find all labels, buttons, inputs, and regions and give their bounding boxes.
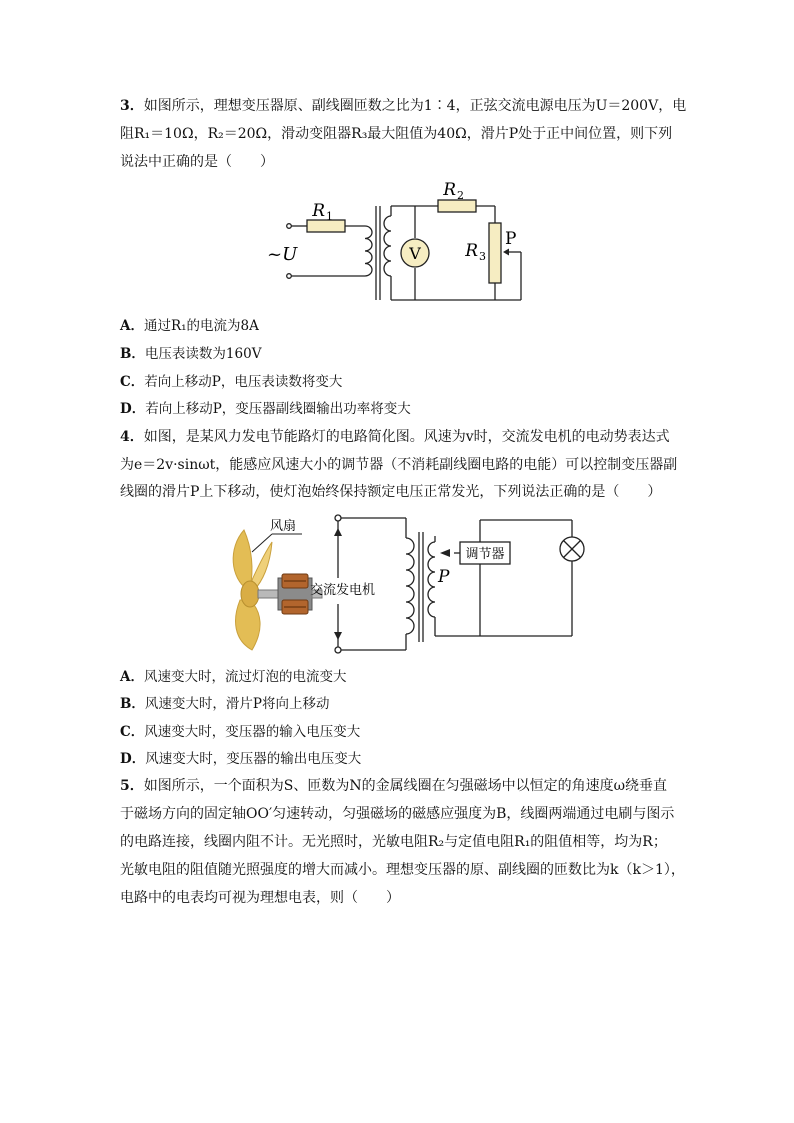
- q4-option-a: A．风速变大时，流过灯泡的电流变大: [120, 669, 347, 685]
- slider-p-label: P: [438, 567, 450, 587]
- q4-number: 4．: [120, 429, 144, 445]
- voltmeter-label: V: [409, 244, 421, 263]
- q3-option-b: B．电压表读数为160V: [120, 346, 262, 362]
- q4-option-b: B．风速变大时，滑片P将向上移动: [120, 696, 330, 712]
- label-r3: R: [465, 241, 478, 261]
- q5-line-5: 电路中的电表均可视为理想电表，则（ ）: [120, 890, 400, 906]
- resistor-r3: [489, 223, 501, 283]
- label-r3-sub: 3: [479, 250, 486, 263]
- q4-line-3: 线圈的滑片P上下移动，使灯泡始终保持额定电压正常发光，下列说法正确的是（ ）: [120, 484, 662, 500]
- q4-line-2: 为e＝2v·sinωt，能感应风速大小的调节器（不消耗副线圈电路的电能）可以控制变压器副: [120, 457, 678, 473]
- q3-option-a: A．通过R₁的电流为8A: [120, 318, 259, 334]
- q5-number: 5．: [120, 778, 144, 794]
- q3-number: 3．: [120, 98, 144, 114]
- q3-option-c: C．若向上移动P，电压表读数将变大: [120, 374, 343, 390]
- label-r1: R: [312, 201, 325, 221]
- q3-line-3: 说法中正确的是（ ）: [120, 154, 274, 170]
- label-r2-sub: 2: [457, 189, 464, 202]
- label-r1-sub: 1: [326, 210, 333, 223]
- q3-line-1: 3．如图所示，理想变压器原、副线圈匝数之比为1∶4，正弦交流电源电压为U＝200V，电: [120, 98, 687, 114]
- q3-circuit-figure: [265, 176, 535, 306]
- q5-line-4: 光敏电阻的阻值随光照强度的增大而减小。理想变压器的原、副线圈的匝数比为k（k＞1），: [120, 862, 685, 878]
- q5-line-3: 的电路连接，线圈内阻不计。无光照时，光敏电阻R₂与定值电阻R₁的阻值相等，均为R；: [120, 834, 667, 850]
- q5-line-2: 于磁场方向的固定轴OO′匀速转动，匀强磁场的磁感应强度为B，线圈两端通过电刷与图示: [120, 806, 675, 822]
- q4-line-1: 4．如图，是某风力发电节能路灯的电路简化图。风速为v时，交流发电机的电动势表达式: [120, 429, 670, 445]
- q3-option-d: D．若向上移动P，变压器副线圈输出功率将变大: [120, 401, 411, 417]
- fan-label: 风扇: [270, 519, 297, 534]
- regulator-label: 调节器: [465, 547, 505, 562]
- lamp-icon: [560, 537, 584, 561]
- q4-wind-generator-figure: [222, 508, 592, 658]
- q4-option-c: C．风速变大时，变压器的输入电压变大: [120, 724, 361, 740]
- label-r2: R: [443, 180, 456, 200]
- label-slider-p: P: [505, 229, 517, 249]
- q5-line-1: 5．如图所示，一个面积为S、匝数为N的金属线圈在匀强磁场中以恒定的角速度ω绕垂直: [120, 778, 668, 794]
- q3-line-2: 阻R₁＝10Ω，R₂＝20Ω，滑动变阻器R₃最大阻值为40Ω，滑片P处于正中间位置，则下列: [120, 126, 673, 142]
- q4-option-d: D．风速变大时，变压器的输出电压变大: [120, 751, 362, 767]
- label-source-u: ~U: [267, 244, 298, 265]
- generator-label: 交流发电机: [310, 583, 376, 598]
